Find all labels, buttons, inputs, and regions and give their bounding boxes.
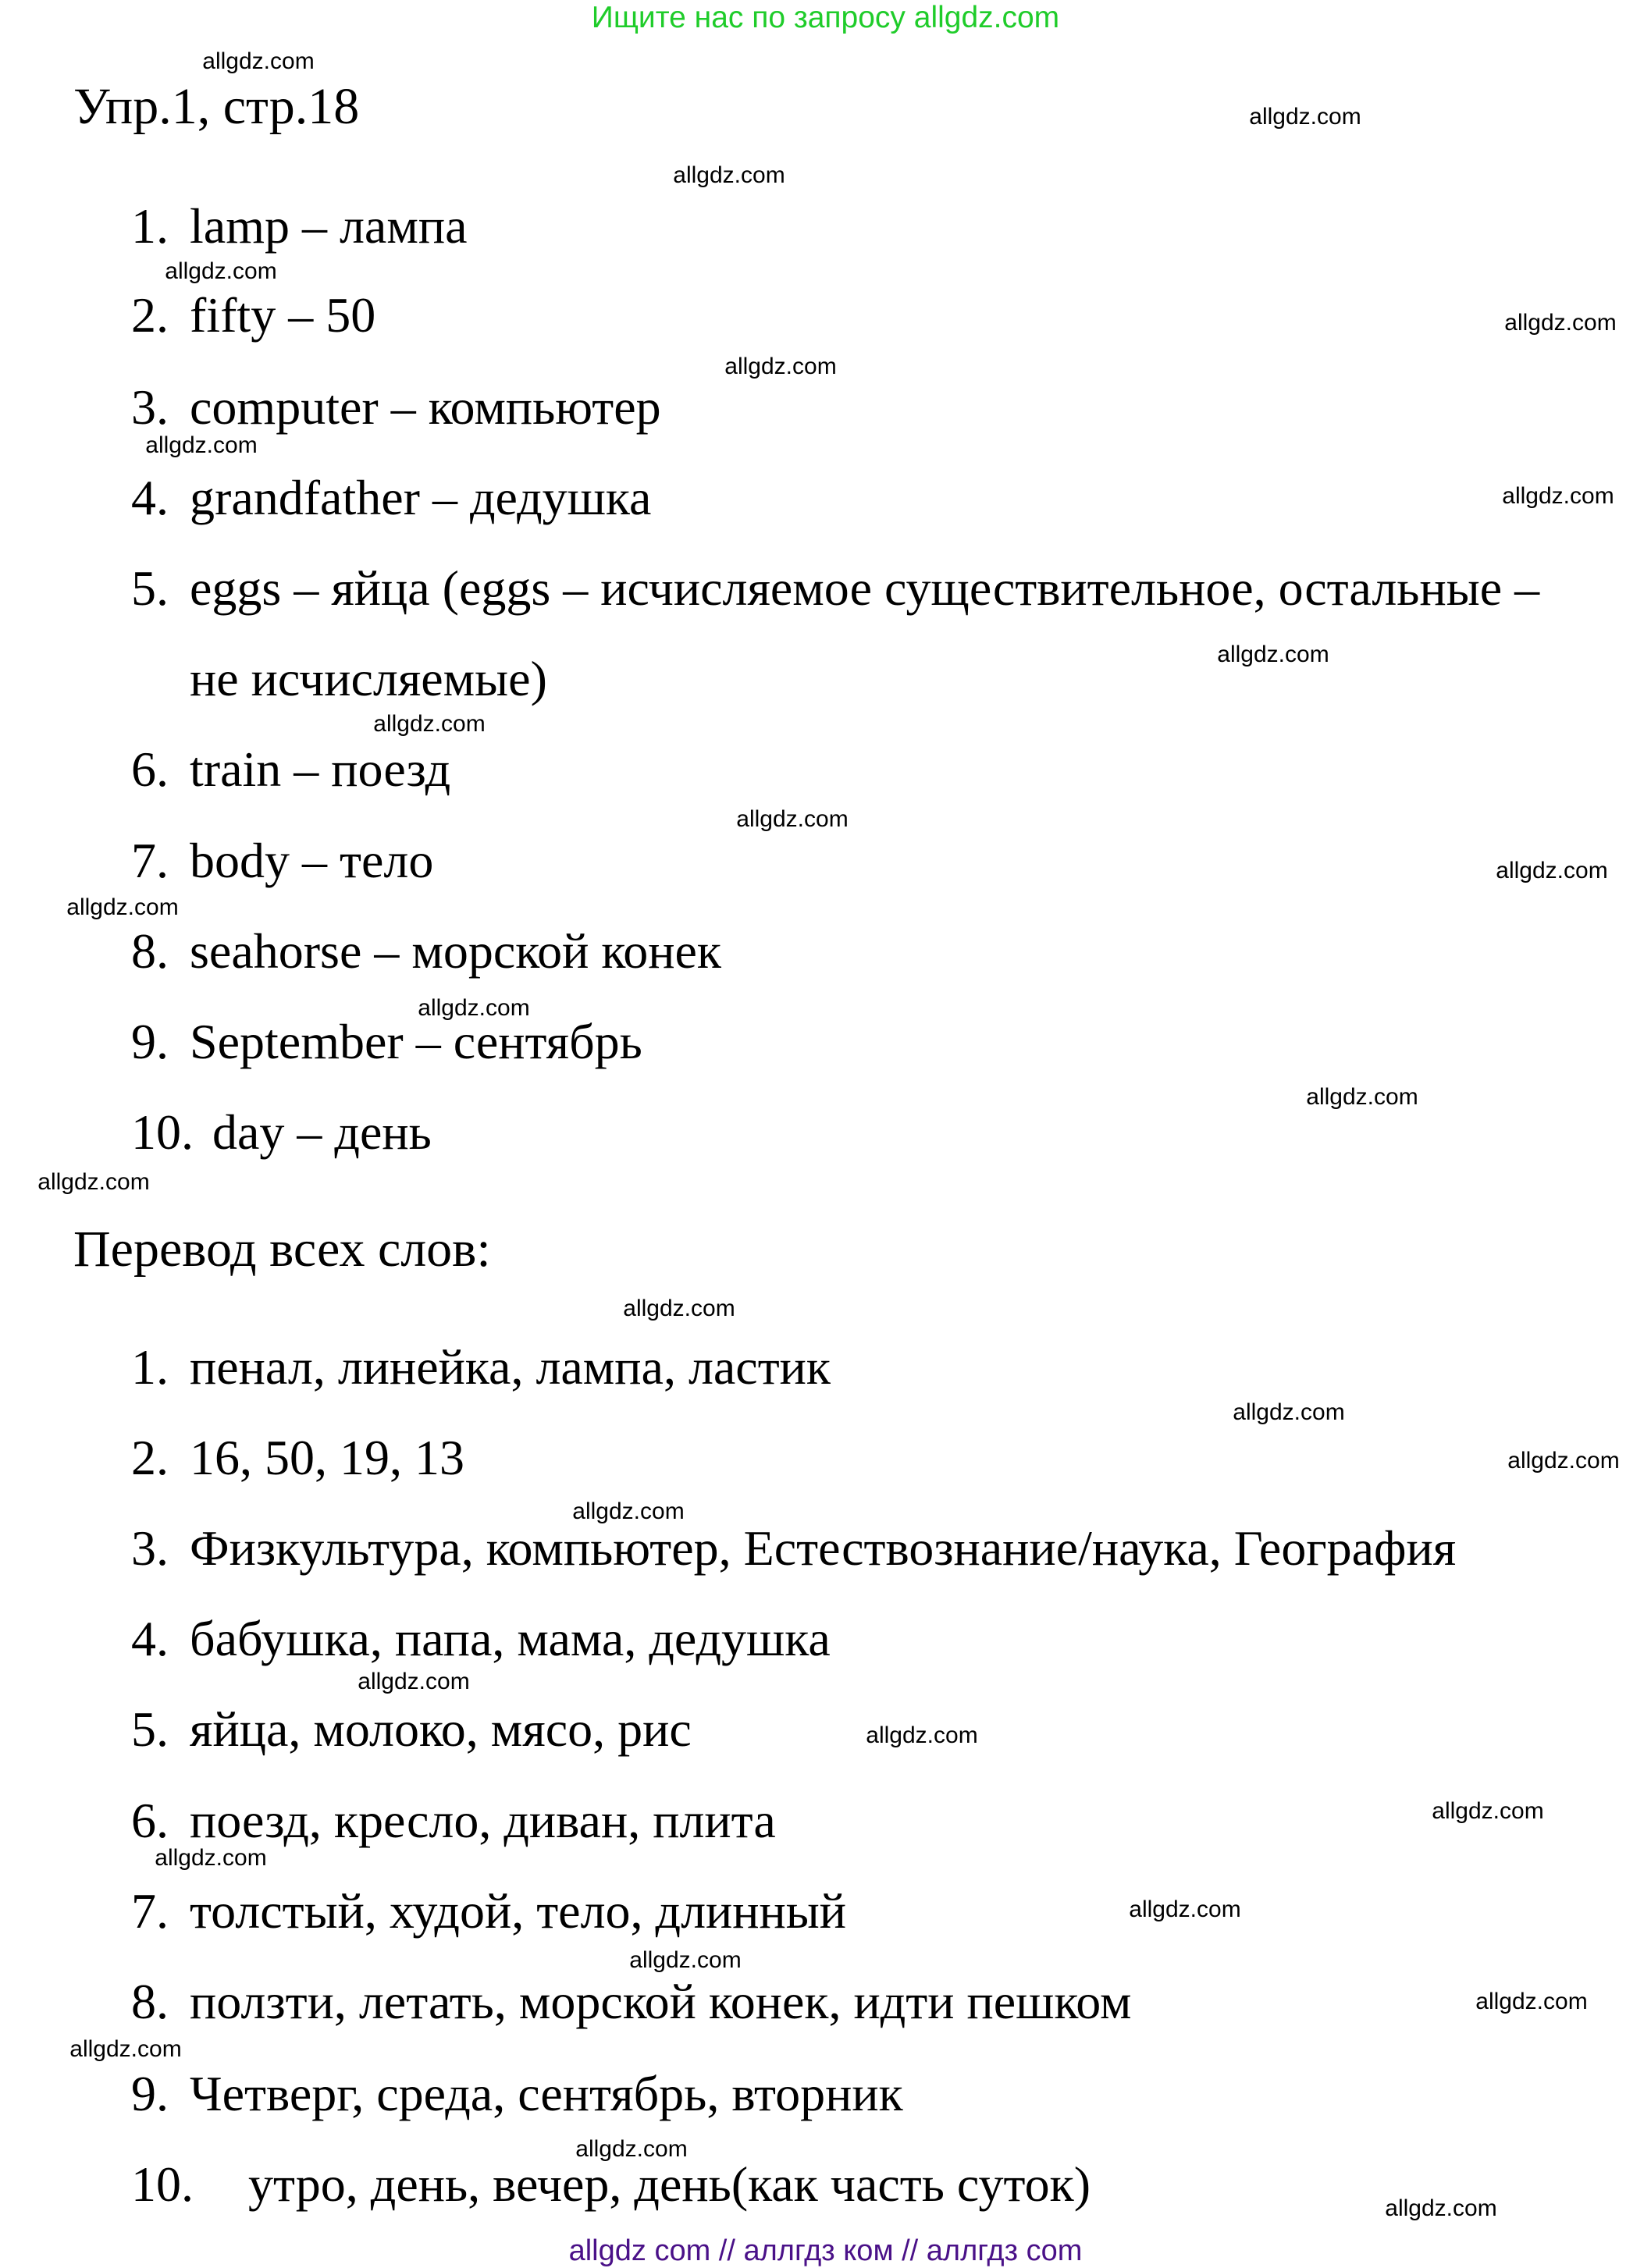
watermark: allgdz.com [1217, 642, 1329, 667]
list-item: яйца, молоко, мясо, рис [190, 1701, 692, 1757]
list-item-number: 3. [131, 379, 169, 435]
list-item: Четверг, среда, сентябрь, вторник [190, 2066, 903, 2121]
list-item-number: 7. [131, 833, 169, 888]
list-item: September – сентябрь [190, 1014, 642, 1069]
watermark: allgdz.com [358, 1669, 470, 1694]
list-item: поезд, кресло, диван, плита [190, 1793, 776, 1848]
list-item-number: 3. [131, 1520, 169, 1576]
list-item: утро, день, вечер, день(как часть суток) [248, 2156, 1091, 2212]
list-item-number: 9. [131, 1014, 169, 1069]
watermark: allgdz.com [37, 1169, 150, 1195]
list-item: fifty – 50 [190, 287, 376, 343]
list-item-number: 5. [131, 560, 169, 616]
watermark: allgdz.com [202, 48, 315, 74]
list-item-number: 7. [131, 1883, 169, 1939]
watermark: allgdz.com [1385, 2195, 1497, 2221]
watermark: allgdz.com [1475, 1989, 1588, 2014]
list-item: day – день [212, 1104, 432, 1160]
watermark: allgdz.com [66, 894, 179, 920]
list-item-number: 1. [131, 198, 169, 254]
list-item-number: 9. [131, 2066, 169, 2121]
list-item-number: 4. [131, 470, 169, 525]
list-item-number: 8. [131, 1974, 169, 2029]
list-item: eggs – яйца (eggs – исчисляемое существительное, остальные – [190, 560, 1540, 616]
list-item-number: 2. [131, 1430, 169, 1485]
list-item: train – поезд [190, 741, 451, 797]
list-item-number: 2. [131, 287, 169, 343]
section-title: Перевод всех слов: [73, 1221, 491, 1278]
watermark: allgdz.com [575, 2136, 688, 2162]
list-item-number: 4. [131, 1611, 169, 1666]
watermark: allgdz.com [736, 806, 849, 832]
watermark: allgdz.com [1129, 1897, 1241, 1922]
list-item-number: 6. [131, 741, 169, 797]
watermark: allgdz.com [165, 258, 277, 284]
watermark: allgdz.com [1233, 1399, 1345, 1425]
watermark: allgdz.com [1507, 1448, 1620, 1473]
list-item: lamp – лампа [190, 198, 468, 254]
exercise-title: Упр.1, стр.18 [73, 78, 360, 135]
list-item: толстый, худой, тело, длинный [190, 1883, 846, 1939]
watermark: allgdz.com [155, 1845, 267, 1871]
watermark: allgdz.com [1249, 104, 1361, 130]
watermark: allgdz.com [1496, 858, 1608, 883]
list-item-number: 6. [131, 1793, 169, 1848]
watermark: allgdz.com [69, 2036, 182, 2062]
list-item-number: 1. [131, 1339, 169, 1395]
list-item: пенал, линейка, лампа, ластик [190, 1339, 831, 1395]
watermark: allgdz.com [1432, 1798, 1544, 1824]
watermark: allgdz.com [145, 432, 258, 458]
list-item-number: 10. [131, 2156, 194, 2212]
watermark: allgdz.com [724, 354, 837, 379]
list-item: computer – компьютер [190, 379, 661, 435]
list-item: Физкультура, компьютер, Естествознание/наука, География [190, 1520, 1457, 1576]
list-item: seahorse – морской конек [190, 923, 721, 979]
watermark: allgdz.com [1306, 1084, 1418, 1110]
watermark: allgdz.com [629, 1947, 742, 1973]
search-banner: Ищите нас по запросу allgdz.com [591, 1, 1060, 34]
watermark: allgdz.com [673, 162, 785, 188]
list-item: бабушка, папа, мама, дедушка [190, 1611, 831, 1666]
watermark: allgdz.com [418, 995, 530, 1021]
list-item: body – тело [190, 833, 434, 888]
list-item-number: 10. [131, 1104, 194, 1160]
list-item-continuation: не исчисляемые) [190, 651, 547, 706]
watermark: allgdz.com [373, 711, 486, 737]
watermark: allgdz.com [572, 1498, 685, 1524]
watermark: allgdz.com [866, 1722, 978, 1748]
list-item: 16, 50, 19, 13 [190, 1430, 464, 1485]
footer-banner: allgdz com // аллгдз ком // аллгдз com [568, 2234, 1083, 2267]
list-item-number: 8. [131, 923, 169, 979]
list-item: ползти, летать, морской конек, идти пешком [190, 1974, 1132, 2029]
watermark: allgdz.com [623, 1296, 735, 1321]
list-item: grandfather – дедушка [190, 470, 652, 525]
watermark: allgdz.com [1502, 483, 1614, 509]
watermark: allgdz.com [1504, 310, 1617, 336]
list-item-number: 5. [131, 1701, 169, 1757]
